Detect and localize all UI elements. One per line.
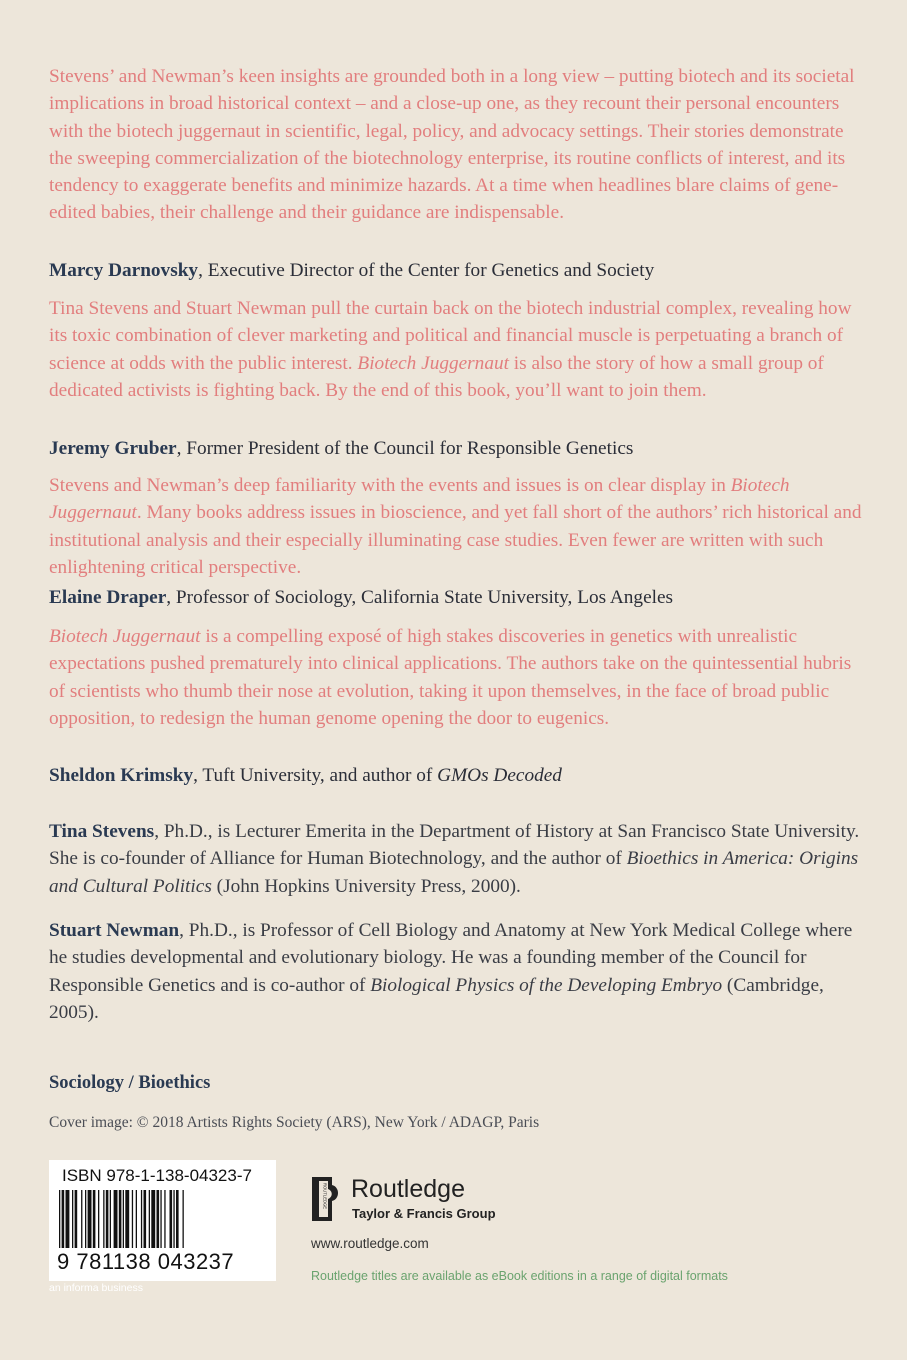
author-bio: Tina Stevens, Ph.D., is Lecturer Emerita in the Department of History at San Francisco State University. She is co-founder of Alliance for Human Biotechnology, and the author of Bioethics in America: Origins and Cultural Politics (John Hopkins University Press, 2000).: [49, 821, 860, 897]
barcode-bar: [149, 1190, 150, 1248]
endorsement-attribution: Elaine Draper, Professor of Sociology, California State University, Los Angeles: [49, 587, 674, 608]
barcode-bar: [157, 1190, 160, 1248]
barcode-bar: [151, 1190, 155, 1248]
routledge-logo-icon: [308, 1175, 342, 1223]
endorser-name: Elaine Draper: [49, 587, 167, 608]
publisher-group: Taylor & Francis Group: [352, 1206, 496, 1221]
barcode-digits: 9 781138 043237: [57, 1249, 235, 1274]
barcode-bar: [103, 1190, 104, 1248]
barcode-bar: [85, 1190, 86, 1248]
barcode-bar: [173, 1190, 174, 1248]
barcode-bar: [66, 1190, 70, 1248]
endorsement-attribution: Sheldon Krimsky, Tuft University, and author of GMOs Decoded: [49, 765, 562, 786]
barcode-bar: [93, 1190, 96, 1248]
barcode-bar: [75, 1190, 78, 1248]
barcode-bar: [98, 1190, 99, 1248]
logo-text: ROUTLEDGE: [322, 1183, 328, 1210]
barcode-bar: [119, 1190, 122, 1248]
barcode-bar: [81, 1190, 82, 1248]
endorser-name: Sheldon Krimsky: [49, 765, 194, 786]
barcode-bar: [160, 1190, 161, 1248]
barcode-bar: [136, 1190, 137, 1248]
barcode-bar: [72, 1190, 73, 1248]
barcode-bar: [62, 1190, 65, 1248]
endorsement-quote: Stevens and Newman’s deep familiarity with the events and issues is on clear display in Biotech Juggernaut. Many books address issues in bioscience, and yet fall short of the authors’ rich historical and institutional analysis and their especially illuminating case studies. Even fewer are written with such enlightening critical perspective.: [49, 475, 862, 578]
author-bio: Stuart Newman, Ph.D., is Professor of Cell Biology and Anatomy at New York Medical College where he studies developmental and evolutionary biology. He was a founding member of the Council for Responsible Genetics and is co-author of Biological Physics of the Developing Embryo (Cambridge, 2005).: [49, 920, 853, 1023]
barcode-bar: [123, 1190, 124, 1248]
barcode-bar: [144, 1190, 147, 1248]
barcode-bars: [59, 1190, 267, 1250]
author-name: Stuart Newman: [49, 920, 180, 941]
endorsement-attribution: Marcy Darnovsky, Executive Director of the Center for Genetics and Society: [49, 260, 655, 281]
cover-image-credit: Cover image: © 2018 Artists Rights Society (ARS), New York / ADAGP, Paris: [49, 1114, 540, 1131]
barcode-bar: [59, 1190, 60, 1248]
endorsement-quote: Tina Stevens and Stuart Newman pull the curtain back on the biotech industrial complex, revealing how its toxic combination of clever marketing and political and financial muscle is perpetuating a branch of science at odds with the public interest. Biotech Juggernaut is also the story of how a small group of dedicated activists is fighting back. By the end of this book, you’ll want to join them.: [49, 298, 852, 401]
informa-label: an informa business: [49, 1282, 143, 1294]
barcode-bar: [176, 1190, 179, 1248]
endorsement-quote: Biotech Juggernaut is a compelling exposé of high stakes discoveries in genetics with unrealistic expectations pushed prematurely into clinical applications. The authors take on the quintessential hubris of scientists who thumb their nose at evolution, taking it upon themselves, in the face of broad public opposition, to redesign the human genome opening the door to eugenics.: [49, 626, 852, 729]
barcode-bar: [114, 1190, 118, 1248]
barcode-bar: [164, 1190, 165, 1248]
publisher-name: Routledge: [351, 1175, 465, 1203]
isbn-label: ISBN 978-1-138-04323-7: [62, 1166, 252, 1185]
isbn-barcode: [49, 1160, 276, 1281]
ebook-note: Routledge titles are available as eBook editions in a range of digital formats: [311, 1269, 728, 1283]
endorsement-quote: Stevens’ and Newman’s keen insights are grounded both in a long view – putting biotech and its societal implications in broad historical context – and a close-up one, as they recount their personal encounters with the biotech juggernaut in scientific, legal, policy, and advocacy settings. Their stories demonstrate the sweeping commercialization of the biotechnology enterprise, its routine conflicts of interest, and its tendency to exaggerate benefits and minimize hazards. At a time when headlines blare claims of gene-edited babies, their challenge and their guidance are indispensable.: [49, 66, 855, 224]
endorser-name: Marcy Darnovsky: [49, 260, 199, 281]
publisher-url[interactable]: www.routledge.com: [311, 1236, 429, 1251]
endorser-name: Jeremy Gruber: [49, 438, 177, 459]
barcode-bar: [183, 1190, 184, 1248]
barcode-bar: [170, 1190, 173, 1248]
barcode-bar: [110, 1190, 111, 1248]
barcode-bar: [88, 1190, 92, 1248]
barcode-bar: [132, 1190, 133, 1248]
author-name: Tina Stevens: [49, 821, 155, 842]
barcode-bar: [141, 1190, 142, 1248]
endorsement-attribution: Jeremy Gruber, Former President of the Council for Responsible Genetics: [49, 438, 634, 459]
barcode-bar: [106, 1190, 109, 1248]
barcode-bar: [125, 1190, 129, 1248]
subject-category: Sociology / Bioethics: [49, 1073, 211, 1093]
